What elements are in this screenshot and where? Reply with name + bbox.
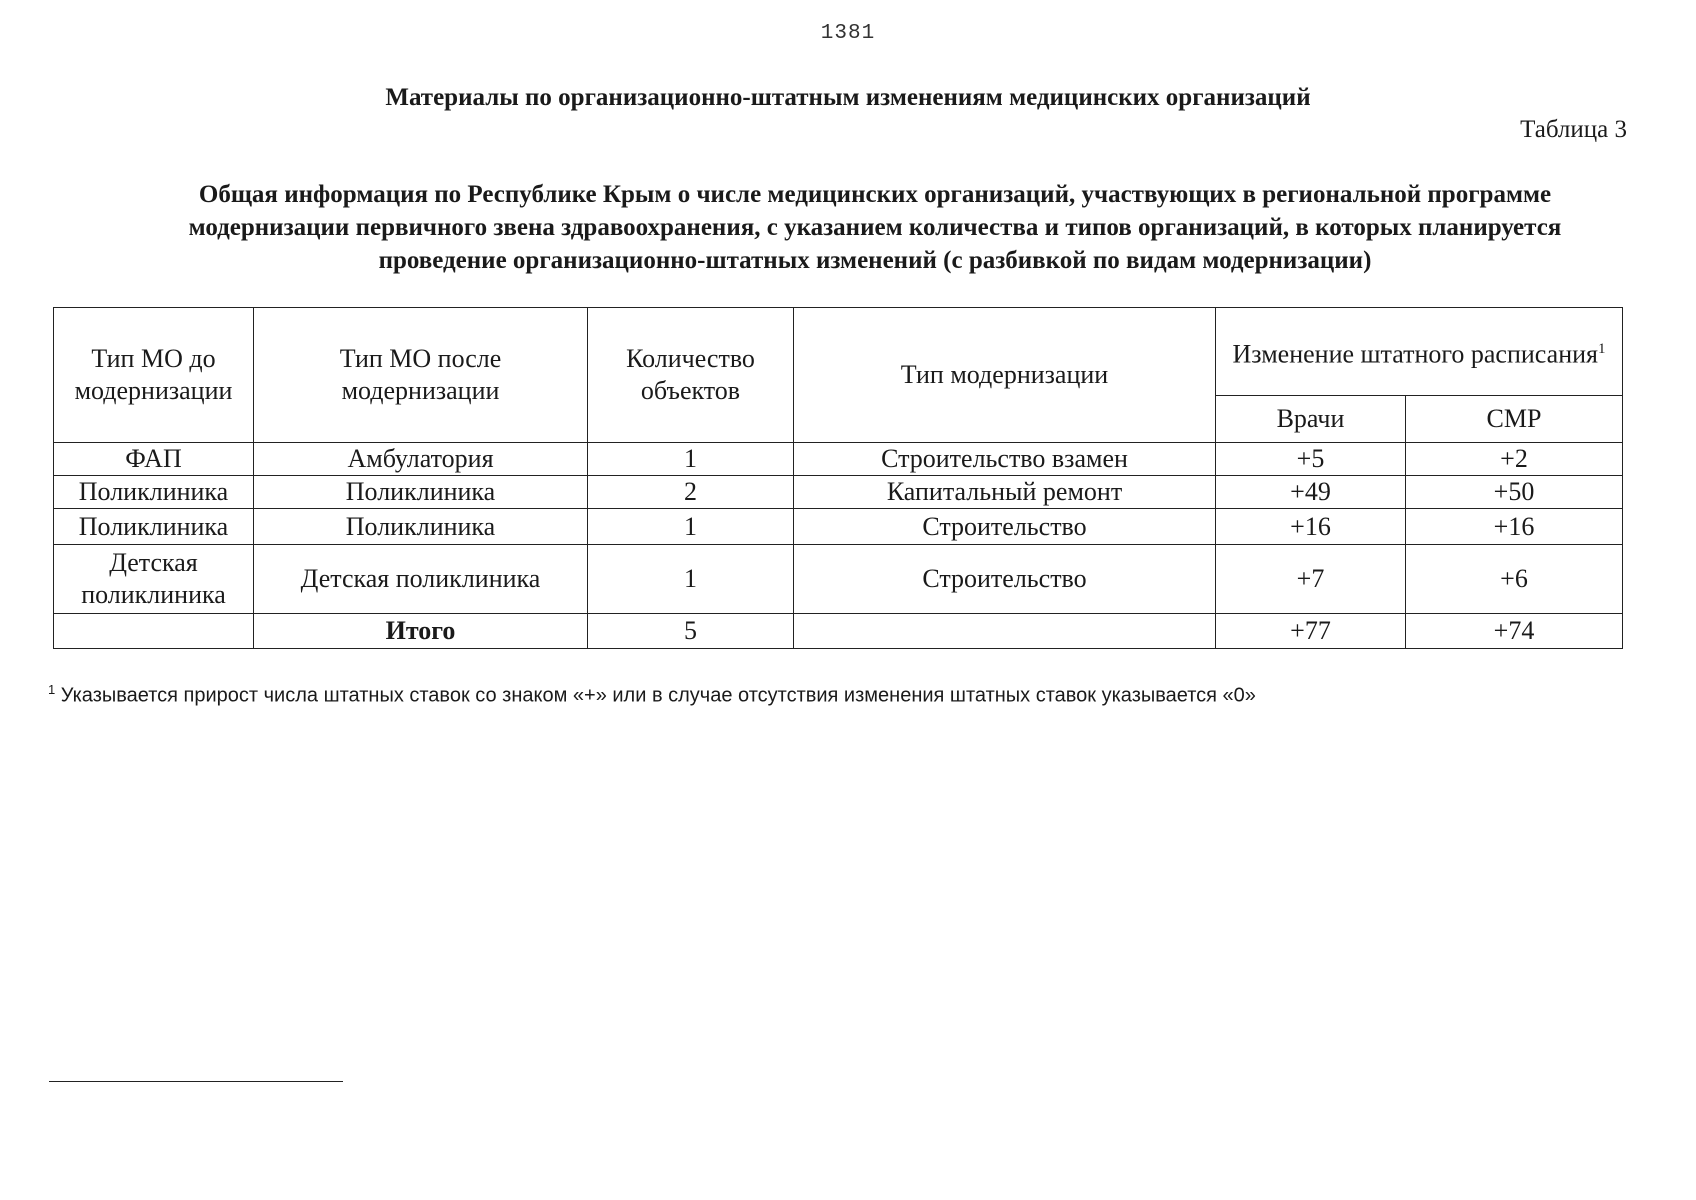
footnote-reference: 1 (1597, 340, 1606, 357)
cell-count: 1 (588, 509, 794, 545)
footnote-divider (49, 1081, 343, 1082)
total-cell-modernization (794, 614, 1216, 649)
cell-type-after: Детская поликлиника (254, 545, 588, 614)
footnote (48, 682, 1256, 708)
total-label: Итого (254, 614, 588, 649)
modernization-table (53, 307, 1623, 649)
table-row (54, 545, 1623, 614)
total-cell-empty (54, 614, 254, 649)
cell-nurses: +50 (1406, 476, 1623, 509)
cell-count: 1 (588, 443, 794, 476)
table-subtitle: Общая информация по Республике Крым о числе медицинских организаций, участвующих в региональной программе модернизации первичного звена здравоохранения, с указанием количества и типов организаций, в которых планируется проведение организационно-штатных изменений (с разбивкой по видам модернизации) (188, 181, 1562, 274)
table-label: Таблица 3 (1520, 116, 1627, 143)
header-modernization-type: Тип модернизации (794, 308, 1216, 443)
cell-doctors: +16 (1216, 509, 1406, 545)
header-count: Количество объектов (588, 308, 794, 443)
cell-type-after: Поликлиника (254, 509, 588, 545)
cell-nurses: +2 (1406, 443, 1623, 476)
cell-modernization-type: Строительство (794, 509, 1216, 545)
cell-nurses: +6 (1406, 545, 1623, 614)
cell-type-after: Амбулатория (254, 443, 588, 476)
footnote-marker: 1 (48, 682, 56, 697)
header-type-after: Тип МО после модернизации (254, 308, 588, 443)
page-number: 1381 (820, 22, 876, 45)
header-doctors: Врачи (1216, 396, 1406, 443)
cell-doctors: +7 (1216, 545, 1406, 614)
cell-count: 1 (588, 545, 794, 614)
total-count: 5 (588, 614, 794, 649)
cell-type-before: Поликлиника (54, 476, 254, 509)
table-row (54, 443, 1623, 476)
total-doctors: +77 (1216, 614, 1406, 649)
total-nurses: +74 (1406, 614, 1623, 649)
table-row (54, 476, 1623, 509)
header-staff-change-label: Изменение штатного расписания (1232, 339, 1598, 369)
cell-count: 2 (588, 476, 794, 509)
footnote-text: Указывается прирост числа штатных ставок со знаком «+» или в случае отсутствия изменения штатных ставок указывается «0» (60, 684, 1256, 707)
document-title: Материалы по организационно-штатным изменениям медицинских организаций (385, 84, 1311, 111)
cell-modernization-type: Строительство (794, 545, 1216, 614)
cell-modernization-type: Строительство взамен (794, 443, 1216, 476)
cell-type-before: ФАП (54, 443, 254, 476)
cell-type-before: Детская поликлиника (54, 545, 254, 614)
table-row (54, 509, 1623, 545)
cell-doctors: +49 (1216, 476, 1406, 509)
header-staff-change (1216, 308, 1623, 396)
cell-modernization-type: Капитальный ремонт (794, 476, 1216, 509)
cell-type-after: Поликлиника (254, 476, 588, 509)
cell-doctors: +5 (1216, 443, 1406, 476)
cell-nurses: +16 (1406, 509, 1623, 545)
header-type-before: Тип МО до модернизации (54, 308, 254, 443)
cell-type-before: Поликлиника (54, 509, 254, 545)
header-nurses: СМР (1406, 396, 1623, 443)
total-row (54, 614, 1623, 649)
